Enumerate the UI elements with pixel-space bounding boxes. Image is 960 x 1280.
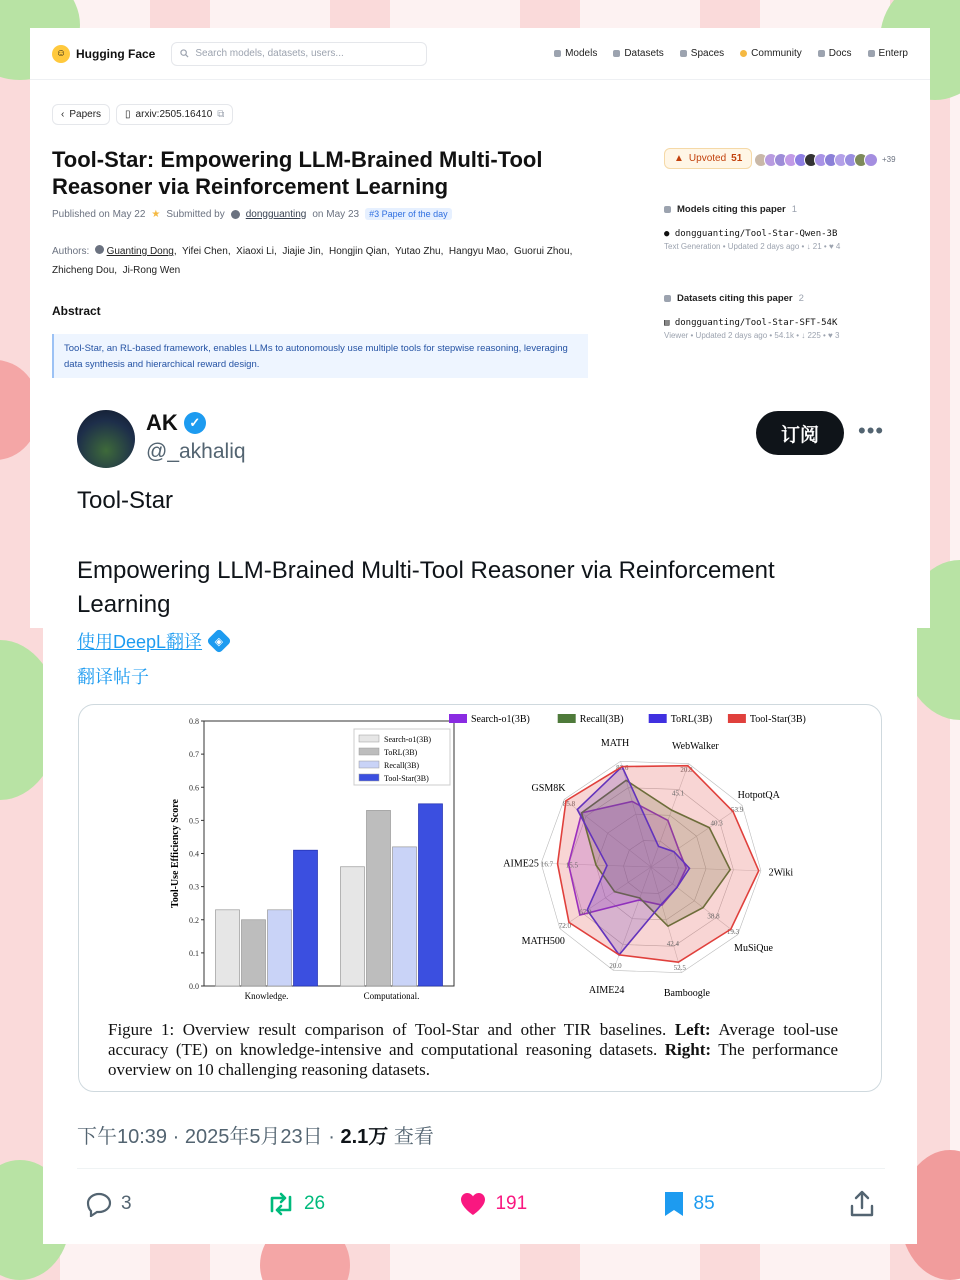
- nav-enterprise[interactable]: Enterp: [868, 48, 908, 59]
- retweet-button[interactable]: 26: [266, 1191, 325, 1217]
- radar-value-label: 85.8: [562, 800, 576, 809]
- bar: [216, 910, 240, 986]
- hf-logo[interactable]: [52, 45, 155, 63]
- radar-value-label: 16.7: [540, 860, 554, 869]
- datasets-icon: [613, 50, 620, 57]
- bar: [393, 847, 417, 986]
- radar-value-label: 53.9: [731, 805, 744, 814]
- models-citing-heading: Models citing this paper 1: [664, 204, 914, 215]
- legend-swatch: [359, 735, 379, 742]
- upvote-button[interactable]: ▲ Upvoted 51: [664, 148, 752, 169]
- heart-icon: [459, 1191, 487, 1217]
- author[interactable]: Guorui Zhou: [513, 246, 570, 257]
- y-axis-label: Tool-Use Efficiency Score: [170, 799, 181, 908]
- radar-axis-label: MATH: [600, 738, 630, 750]
- legend-label: Tool-Star(3B): [749, 714, 806, 725]
- bar: [268, 910, 292, 986]
- tweet-card: [43, 382, 917, 1244]
- document-icon: ▯: [125, 109, 131, 120]
- bar: [341, 867, 365, 986]
- tweet-author-handle[interactable]: @_akhaliq: [146, 440, 246, 463]
- radar-axis-label: AIME25: [503, 858, 539, 870]
- datasets-icon: [664, 295, 671, 302]
- x-tick-label: Computational.: [363, 991, 420, 1001]
- search-placeholder: Search models, datasets, users...: [195, 48, 344, 59]
- tweet-text-line1: Tool-Star: [77, 487, 174, 514]
- legend-label: Search-o1(3B): [471, 714, 530, 725]
- bookmark-icon: [662, 1190, 686, 1218]
- hf-nav-links: [554, 48, 908, 59]
- radar-axis-label: MATH500: [521, 935, 565, 947]
- submitter-link[interactable]: dongguanting: [245, 208, 307, 220]
- legend-label: Recall(3B): [384, 761, 420, 770]
- author-avatar-icon: [95, 245, 104, 254]
- y-tick-label: 0.1: [189, 948, 199, 958]
- legend-swatch: [728, 714, 746, 723]
- paper-of-day-badge[interactable]: #3 Paper of the day: [365, 208, 452, 220]
- submitter-avatar-icon: [231, 210, 240, 219]
- translate-post-link[interactable]: 翻译帖子: [77, 667, 149, 687]
- nav-spaces[interactable]: Spaces: [680, 48, 724, 59]
- legend-swatch: [449, 714, 467, 723]
- legend-label: Search-o1(3B): [384, 735, 432, 744]
- arxiv-chip[interactable]: ▯ arxiv:2505.16410 ⧉: [116, 104, 233, 125]
- legend-swatch: [359, 748, 379, 755]
- translate-deepl-link[interactable]: 使用DeepL翻译 ◈: [77, 628, 228, 654]
- radar-value-label: 83.6: [616, 764, 629, 773]
- y-tick-label: 0.8: [189, 717, 199, 726]
- figure-caption: Figure 1: Overview result comparison of Tool-Star and other TIR baselines. Left: Average tool-use accuracy (TE) on knowledge-intensive and computational reasoning datasets. Right: The performance overview on 10 challenging reasoning datasets.: [108, 1020, 839, 1079]
- voter-avatars[interactable]: +39: [758, 153, 896, 167]
- paper-meta: Published on May 22 ★ Submitted by dongguanting on May 23 #3 Paper of the day: [52, 208, 452, 220]
- avatar: [864, 153, 878, 167]
- models-icon: [554, 50, 561, 57]
- abstract-heading: Abstract: [52, 304, 101, 318]
- legend-label: Recall(3B): [579, 714, 624, 725]
- hf-navbar: [30, 28, 930, 80]
- legend-swatch: [558, 714, 576, 723]
- legend-swatch: [649, 714, 667, 723]
- bookmark-button[interactable]: 85: [662, 1190, 715, 1218]
- radar-axis-label: Bamboogle: [663, 987, 710, 999]
- hf-brand: Hugging Face: [76, 46, 156, 61]
- radar-axis-label: GSM8K: [531, 783, 566, 795]
- bar: [242, 920, 266, 986]
- y-tick-label: 0.2: [189, 915, 199, 925]
- radar-chart: [439, 709, 869, 1009]
- share-icon: [849, 1190, 875, 1218]
- datasets-citing-heading: Datasets citing this paper 2: [664, 293, 914, 304]
- star-icon: ★: [151, 208, 161, 220]
- radar-inner-label: 38.8: [707, 912, 720, 921]
- chevron-left-icon: ‹: [61, 109, 65, 120]
- nav-datasets[interactable]: Datasets: [613, 48, 663, 59]
- breadcrumb: [52, 104, 233, 125]
- legend-swatch: [359, 774, 379, 781]
- share-button[interactable]: [849, 1190, 875, 1218]
- radar-axis-label: MuSiQue: [734, 942, 773, 954]
- author[interactable]: Jiajie Jin: [282, 246, 321, 257]
- radar-inner-label: 42.4: [666, 940, 680, 949]
- author[interactable]: Hangyu Mao: [448, 246, 506, 257]
- authors-list: Authors: Guanting Dong, Yifei Chen, Xiaoxi Li, Jiajie Jin, Hongjin Qian, Yutao Zhu, Hangyu Mao, Guorui Zhou, Zhicheng Dou, Ji-Rong Wen: [52, 246, 573, 276]
- hf-sidebar: [664, 148, 914, 340]
- nav-community[interactable]: Community: [740, 48, 802, 59]
- search-icon: [180, 49, 189, 58]
- abstract-summary: Tool-Star, an RL-based framework, enables LLMs to autonomously use multiple tools for stepwise reasoning, leveraging data synthesis and hierarchical reward design.: [52, 334, 588, 378]
- legend-swatch: [359, 761, 379, 768]
- radar-value-label: 52.5: [673, 963, 686, 972]
- radar-inner-label: 45.1: [671, 789, 685, 798]
- y-tick-label: 0.0: [189, 982, 199, 991]
- triangle-up-icon: ▲: [674, 153, 684, 164]
- author[interactable]: Yifei Chen: [182, 246, 228, 257]
- dataset-card[interactable]: ▤ dongguanting/Tool-Star-SFT-54K Viewer • Updated 2 days ago • 54.1k • ↓ 225 • ♥ 3: [664, 318, 840, 340]
- divider: [77, 1168, 885, 1169]
- nav-models[interactable]: Models: [554, 48, 597, 59]
- reply-icon: [85, 1191, 113, 1217]
- tweet-media-figure[interactable]: [78, 704, 882, 1092]
- verified-badge-icon: ✓: [184, 412, 206, 434]
- radar-value-label: 72.0: [558, 922, 571, 931]
- radar-inner-label: 40.3: [710, 819, 723, 828]
- radar-axis-label: 2Wiki: [768, 867, 794, 879]
- avatar[interactable]: [77, 410, 135, 468]
- y-tick-label: 0.4: [189, 849, 199, 859]
- legend-label: ToRL(3B): [384, 748, 418, 757]
- radar-value-label: 19.3: [726, 927, 740, 936]
- reply-button[interactable]: 3: [85, 1191, 132, 1217]
- author[interactable]: Ji-Rong Wen: [122, 265, 181, 276]
- tweet-author-name[interactable]: AK ✓: [146, 410, 206, 436]
- author[interactable]: Yutao Zhu: [394, 246, 441, 257]
- radar-value-label: 20.0: [609, 961, 622, 970]
- paper-title: Tool-Star: Empowering LLM-Brained Multi-Tool Reasoner via Reinforcement Learning: [52, 147, 543, 199]
- radar-inner-label: 15.5: [565, 861, 578, 870]
- spaces-icon: [680, 50, 687, 57]
- docs-icon: [818, 50, 825, 57]
- search-input[interactable]: [171, 42, 427, 66]
- user-icon: ●: [664, 229, 670, 239]
- dataset-icon: ▤: [664, 318, 670, 328]
- more-options-icon[interactable]: •••: [858, 418, 885, 443]
- radar-axis-label: WebWalker: [672, 740, 719, 752]
- author[interactable]: Hongjin Qian: [329, 246, 387, 257]
- radar-axis-label: AIME24: [588, 985, 625, 997]
- models-icon: [664, 206, 671, 213]
- x-tick-label: Knowledge.: [244, 991, 289, 1001]
- radar-value-label: 20.8: [680, 766, 693, 775]
- enterprise-icon: [868, 50, 875, 57]
- tweet-timestamp[interactable]: 下午10:39 · 2025年5月23日 · 2.1万 查看: [77, 1126, 434, 1148]
- y-tick-label: 0.6: [189, 783, 199, 793]
- tweet-text-line2: Empowering LLM-Brained Multi-Tool Reasoner via Reinforcement Learning: [77, 557, 775, 618]
- y-tick-label: 0.7: [189, 750, 199, 760]
- y-tick-label: 0.5: [189, 816, 199, 826]
- legend-label: ToRL(3B): [670, 714, 713, 725]
- author[interactable]: Zhicheng Dou: [52, 265, 115, 276]
- community-icon: [740, 50, 747, 57]
- bar: [367, 810, 391, 986]
- model-card[interactable]: ● dongguanting/Tool-Star-Qwen-3B Text Generation • Updated 2 days ago • ↓ 21 • ♥ 4: [664, 229, 841, 251]
- y-tick-label: 0.3: [189, 882, 199, 892]
- papers-back-link[interactable]: ‹ Papers: [52, 104, 110, 125]
- copy-icon[interactable]: ⧉: [217, 109, 225, 120]
- bar-chart: [119, 713, 479, 1013]
- like-button[interactable]: 191: [459, 1191, 527, 1217]
- retweet-icon: [266, 1191, 296, 1217]
- author[interactable]: Xiaoxi Li: [236, 246, 274, 257]
- author-link[interactable]: Guanting Dong: [106, 246, 174, 257]
- subscribe-button[interactable]: 订阅: [756, 411, 844, 455]
- radar-inner-label: 67.0: [579, 908, 592, 917]
- nav-docs[interactable]: Docs: [818, 48, 852, 59]
- legend-label: Tool-Star(3B): [384, 774, 429, 783]
- hugging-face-icon: ☺: [52, 45, 70, 63]
- radar-axis-label: HotpotQA: [737, 790, 780, 802]
- tweet-actions: [85, 1190, 875, 1218]
- bar: [294, 850, 318, 986]
- deepl-icon: ◈: [206, 628, 231, 653]
